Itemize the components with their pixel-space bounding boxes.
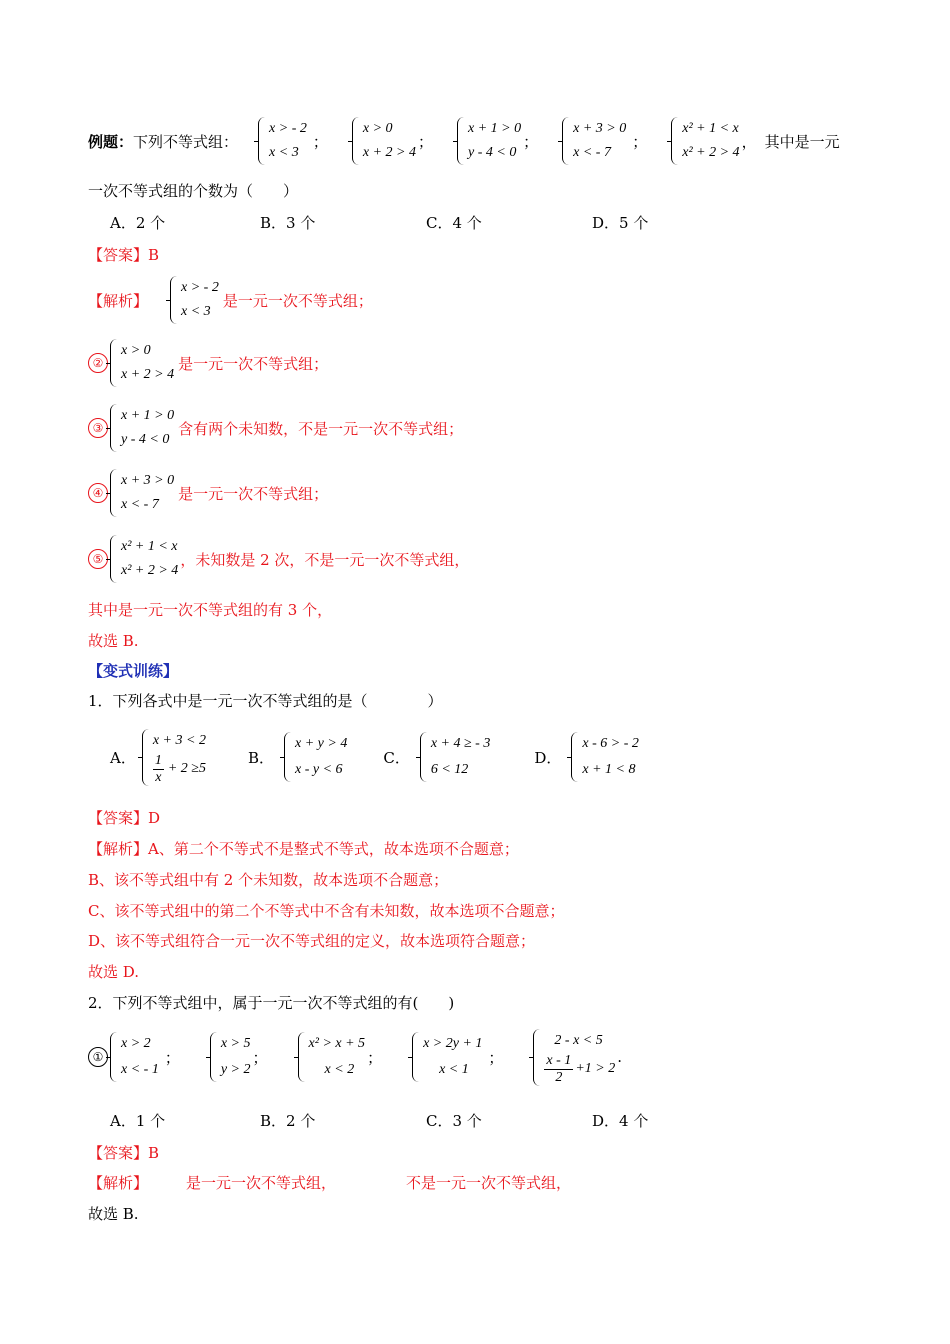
- analysis-system: x > - 2 x < 3: [170, 276, 219, 324]
- example-system-1: x > - 2 x < 3: [258, 117, 307, 165]
- example-system-3: x + 1 > 0 y - 4 < 0: [457, 117, 521, 165]
- q1-analysis-line: C、该不等式组中的第二个不等式中不含有未知数，故本选项不合题意；: [88, 902, 565, 920]
- option-c: C．3 个: [426, 1112, 482, 1130]
- separator: ；: [252, 1048, 268, 1067]
- option-d: D．5 个: [592, 214, 649, 232]
- separator: ；: [367, 1048, 383, 1067]
- q1-answer: 【答案】D: [88, 809, 161, 827]
- analysis-item-2: [88, 338, 328, 388]
- example-system-4: x + 3 > 0 x < - 7: [562, 117, 626, 165]
- q1-option-a-system: x + 3 < 2 $\frac{1}{x}$ + 2 ≥5: [142, 729, 206, 786]
- q2-analysis-b: 不是一元一次不等式组，: [406, 1174, 572, 1192]
- q2-system-4: x > 2y + 1 x < 1: [412, 1032, 482, 1082]
- example-label: 例题：: [88, 132, 134, 151]
- example-stem-line2: 一次不等式组的个数为（ ）: [88, 182, 299, 200]
- analysis-text: ，未知数是 2 次，不是一元一次不等式组，: [180, 550, 470, 569]
- separator: .: [617, 1048, 622, 1066]
- example-options: [110, 212, 742, 233]
- circled-number: ⑤: [88, 549, 108, 569]
- q1-analysis-line: D、该不等式组符合一元一次不等式组的定义，故本选项符合题意；: [88, 932, 536, 950]
- analysis-system: x² + 1 < x x² + 2 > 4: [110, 535, 178, 583]
- q2-options: [110, 1110, 742, 1131]
- separator: ；: [523, 132, 539, 151]
- example-stem-tail: 其中是一元: [764, 132, 840, 151]
- option-b: B．3 个: [260, 214, 316, 232]
- q2-stem: 2．下列不等式组中，属于一元一次不等式组的有( ): [88, 994, 455, 1012]
- q2-system-1: x > 2 x < - 1: [110, 1032, 159, 1082]
- q1-analysis-line: 故选 D.: [88, 963, 140, 981]
- separator: ；: [417, 132, 433, 151]
- analysis-text: 含有两个未知数，不是一元一次不等式组；: [178, 419, 464, 438]
- analysis-item-3: [88, 403, 463, 453]
- separator: ；: [488, 1048, 504, 1067]
- q2-analysis-a: 是一元一次不等式组，: [186, 1174, 337, 1192]
- q2-analysis-label: 【解析】: [88, 1174, 149, 1192]
- circled-number: ③: [88, 418, 108, 438]
- analysis-system: x > 0 x + 2 > 4: [110, 339, 174, 387]
- q1-option-c-letter: C．: [383, 748, 410, 767]
- q1-options: [110, 722, 639, 792]
- q1-option-b-system: x + y > 4 x - y < 6: [284, 732, 347, 782]
- analysis-text: 是一元一次不等式组；: [178, 484, 329, 503]
- example-question-line: [88, 116, 840, 166]
- q1-analysis-line: B、该不等式组中有 2 个未知数，故本选项不合题意；: [88, 871, 449, 889]
- analysis-text: 是一元一次不等式组；: [222, 291, 373, 310]
- example-choose: 故选 B.: [88, 632, 139, 650]
- q2-system-5: 2 - x < 5 $\frac{x - 1}{2}$ +1 > 2: [533, 1029, 615, 1086]
- option-a: A．1 个: [110, 1112, 166, 1130]
- analysis-item-5: [88, 534, 469, 584]
- fraction: $\frac{1}{x}$: [154, 752, 162, 785]
- circled-number: ④: [88, 483, 108, 503]
- q2-system-2: x > 5 y > 2: [210, 1032, 251, 1082]
- variant-title: 【变式训练】: [88, 662, 179, 680]
- q1-stem: 1．下列各式中是一元一次不等式组的是（ ）: [88, 692, 443, 710]
- q2-systems: [88, 1020, 622, 1094]
- option-a: A．2 个: [110, 214, 166, 232]
- example-system-2: x > 0 x + 2 > 4: [352, 117, 416, 165]
- example-summary: 其中是一元一次不等式组的有 3 个，: [88, 601, 333, 619]
- separator: ；: [312, 132, 328, 151]
- analysis-system: x + 3 > 0 x < - 7: [110, 469, 174, 517]
- analysis-item-4: [88, 468, 328, 518]
- analysis-label: 【解析】: [88, 291, 149, 310]
- circled-number: ②: [88, 353, 108, 373]
- example-stem: 下列不等式组：: [133, 132, 239, 151]
- q2-system-3: x² > x + 5 x < 2: [298, 1032, 366, 1082]
- separator: ；: [632, 132, 648, 151]
- option-d: D．4 个: [592, 1112, 649, 1130]
- q2-choose: 故选 B.: [88, 1205, 139, 1223]
- q1-analysis-line: 【解析】A、第二个不等式不是整式不等式，故本选项不合题意；: [88, 840, 519, 858]
- circled-number: ①: [88, 1047, 108, 1067]
- separator: ，: [741, 132, 757, 151]
- example-answer: 【答案】B: [88, 246, 160, 264]
- analysis-system: x + 1 > 0 y - 4 < 0: [110, 404, 174, 452]
- option-c: C．4 个: [426, 214, 482, 232]
- q2-answer: 【答案】B: [88, 1144, 160, 1162]
- q1-option-d-letter: D．: [534, 748, 562, 767]
- example-system-5: x² + 1 < x x² + 2 > 4: [671, 117, 739, 165]
- fraction: $\frac{x - 1}{2}$: [546, 1052, 572, 1085]
- option-b: B．2 个: [260, 1112, 316, 1130]
- analysis-text: 是一元一次不等式组；: [178, 354, 329, 373]
- analysis-item-1: [88, 275, 373, 325]
- q1-option-a-letter: A．: [110, 748, 136, 767]
- separator: ；: [164, 1048, 180, 1067]
- q1-option-b-letter: B．: [247, 748, 275, 767]
- q1-option-d-system: x - 6 > - 2 x + 1 < 8: [571, 732, 639, 782]
- q1-option-c-system: x + 4 ≥ - 3 6 < 12: [420, 732, 491, 782]
